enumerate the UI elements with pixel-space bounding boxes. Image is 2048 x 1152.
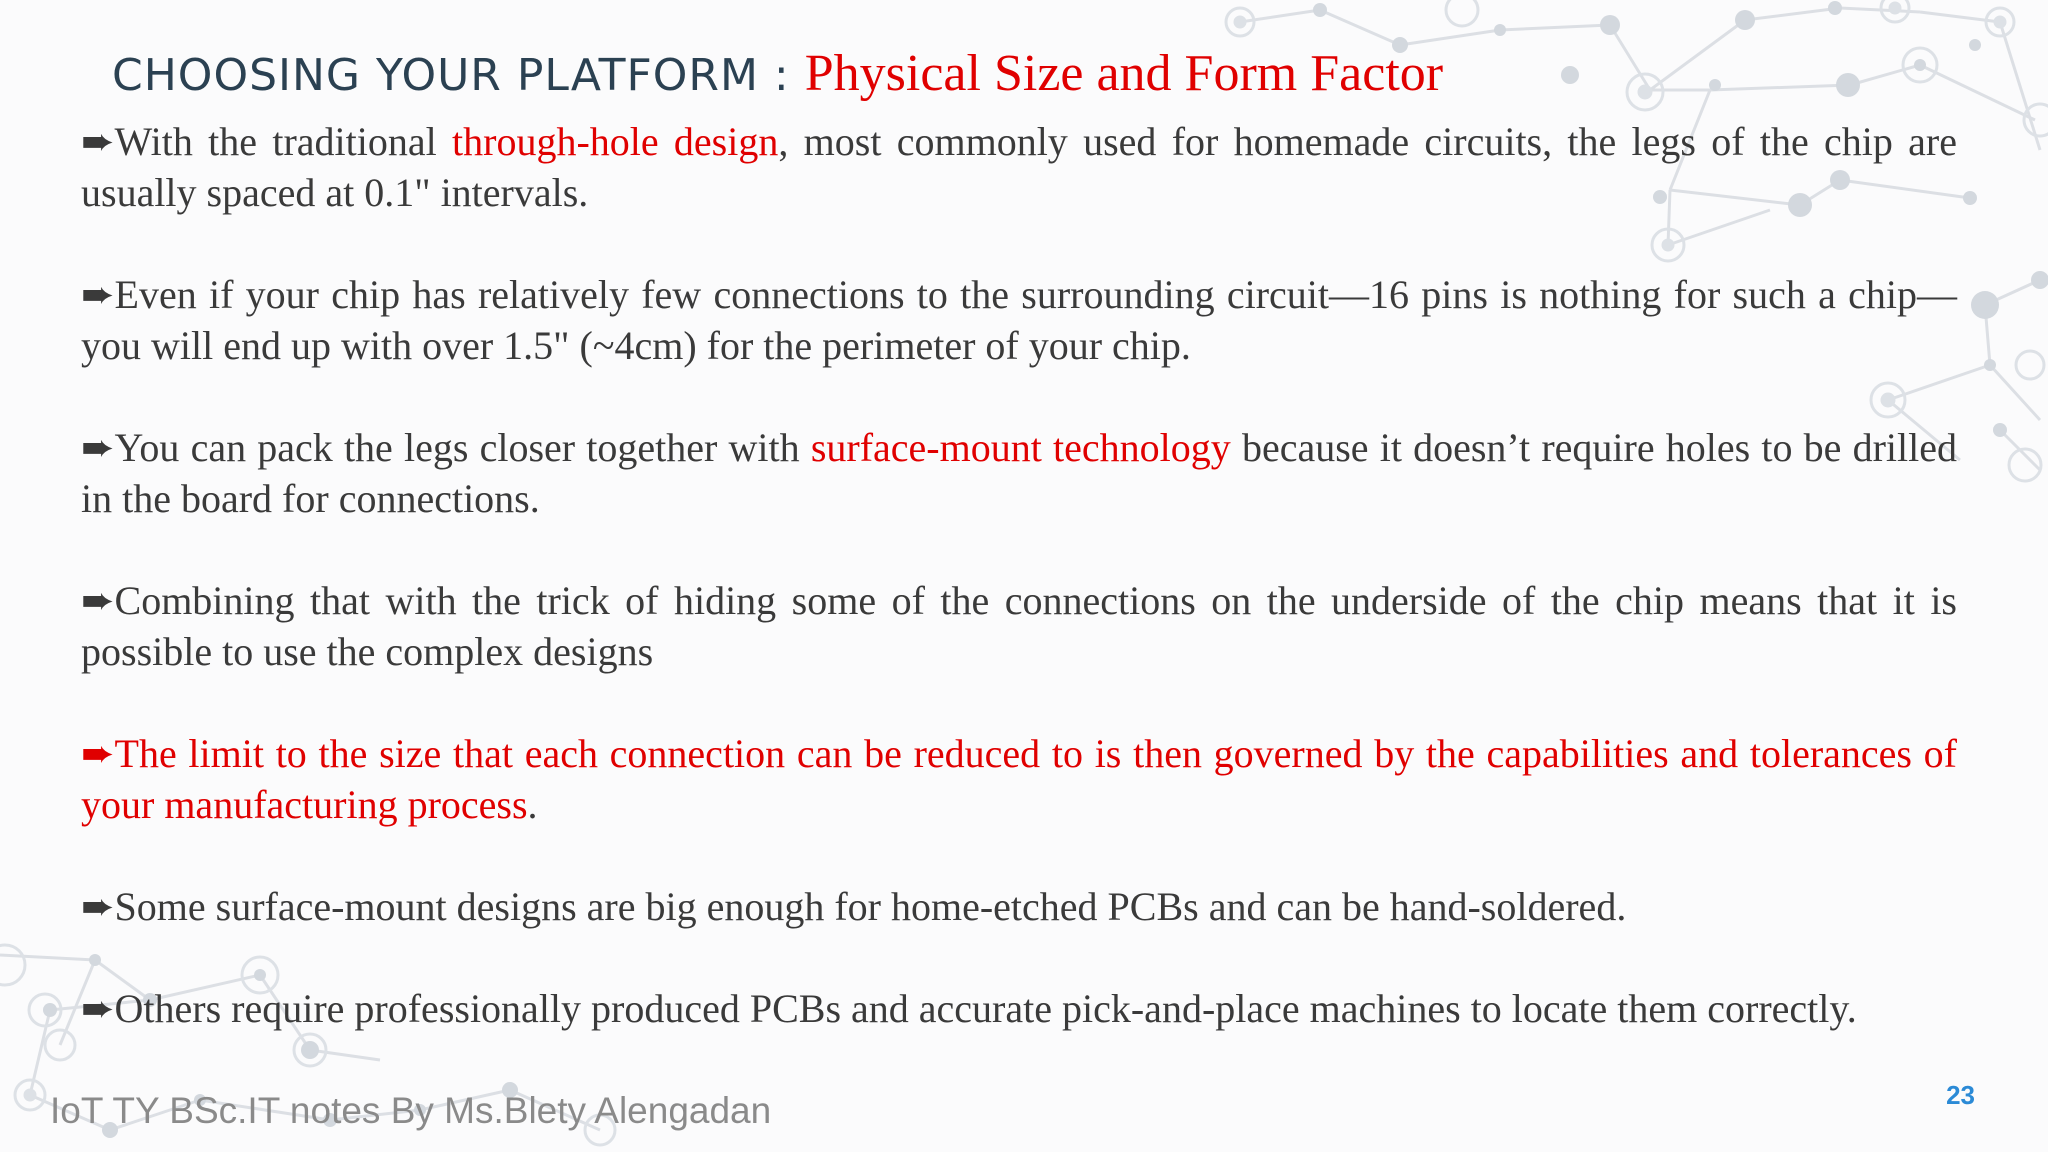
pointing-hand-icon: ➨ <box>81 731 115 776</box>
pointing-hand-icon: ➨ <box>81 578 115 623</box>
bullet-item-hidden-connections <box>81 575 1957 677</box>
title-prefix: CHOOSING YOUR PLATFORM : <box>112 50 805 101</box>
bullet-text: because it doesn’t require holes to be drilled in the board for connections. <box>81 425 1958 521</box>
bullet-item-few-connections <box>81 269 1957 371</box>
page-number: 23 <box>1946 1080 1975 1110</box>
pointing-hand-icon: ➨ <box>81 119 115 164</box>
bullet-text: With the traditional <box>114 119 453 164</box>
bullet-text: . <box>527 782 538 827</box>
pointing-hand-icon: ➨ <box>81 986 115 1031</box>
footer-credit: IoT TY BSc.IT notes By Ms.Blety Alengadan <box>50 1090 772 1131</box>
bullet-text: Combining that with the trick of hiding some of the connections on the underside of the chip means that it is possible to use the complex designs <box>81 578 1957 674</box>
highlight-text: through-hole design <box>452 119 779 164</box>
bullet-list <box>81 116 1957 1034</box>
bullet-item-size-limit <box>81 728 1957 830</box>
bullet-text: Others require professionally produced PCBs and accurate pick-and-place machines to locate them correctly. <box>114 986 1857 1031</box>
bullet-item-surface-mount <box>81 422 1957 524</box>
highlight-text: The limit to the size that each connection can be reduced to is then governed by the capabilities and tolerances of your manufacturing process <box>81 731 1957 827</box>
bullet-text: , most commonly used for homemade circuits, the legs of the chip are usually spaced at 0.1" intervals. <box>81 119 1957 215</box>
bullet-item-through-hole <box>81 116 1957 218</box>
bullet-item-pick-and-place <box>81 983 1957 1034</box>
highlight-text: surface-mount technology <box>810 425 1231 470</box>
title-highlight: Physical Size and Form Factor <box>804 45 1444 102</box>
slide-title <box>112 44 1443 103</box>
bullet-text: You can pack the legs closer together with <box>114 425 811 470</box>
bullet-text: Some surface-mount designs are big enough for home-etched PCBs and can be hand-soldered. <box>114 884 1627 929</box>
bullet-item-hand-soldered <box>81 881 1957 932</box>
pointing-hand-icon: ➨ <box>81 272 115 317</box>
pointing-hand-icon: ➨ <box>81 884 115 929</box>
bullet-text: Even if your chip has relatively few connections to the surrounding circuit—16 pins is nothing for such a chip—you will end up with over 1.5" (~4cm) for the perimeter of your chip. <box>81 272 1957 368</box>
pointing-hand-icon: ➨ <box>81 425 115 470</box>
